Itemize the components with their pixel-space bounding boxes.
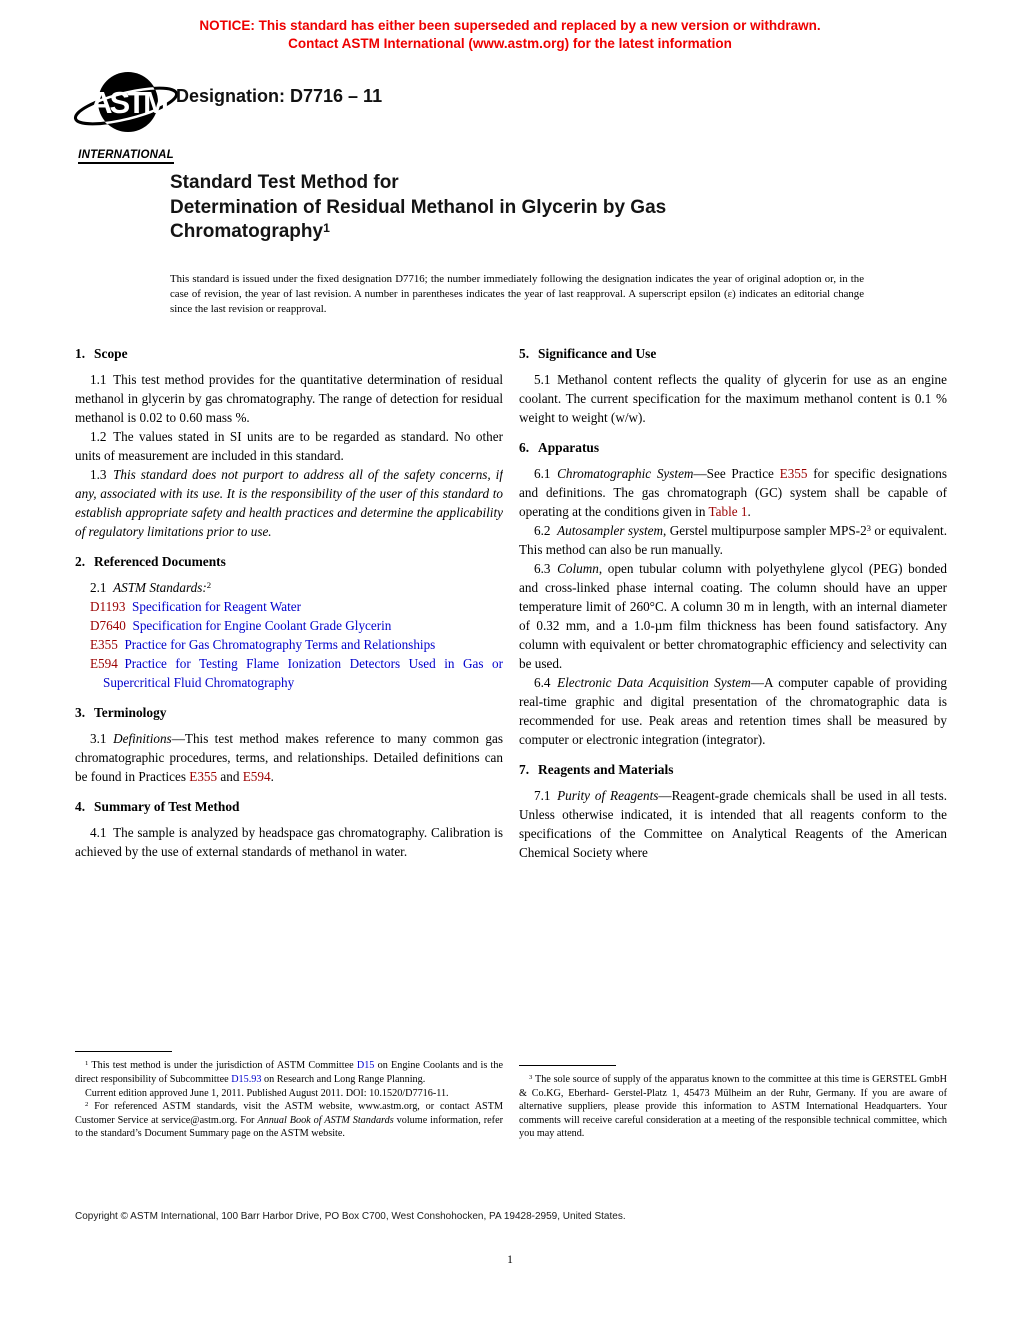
- footnote-separator: [519, 1065, 616, 1066]
- svg-text:ASTM: ASTM: [90, 85, 166, 120]
- body-columns: [75, 344, 947, 1141]
- text-run: 6.1: [534, 466, 558, 481]
- section-title: Significance and Use: [538, 346, 657, 361]
- notice-line-1: NOTICE: This standard has either been superseded and replaced by a new version or withdrawn.: [199, 18, 821, 33]
- ref-link[interactable]: Specification for Reagent Water: [132, 599, 301, 614]
- section-number: 6.: [519, 440, 530, 455]
- paragraph: [75, 578, 503, 597]
- paragraph: [519, 673, 947, 749]
- section-heading: [75, 344, 503, 363]
- text-run: Chromatographic System: [557, 466, 694, 481]
- section-number: 1.: [75, 346, 86, 361]
- paragraph: [519, 464, 947, 521]
- paragraph: [75, 427, 503, 465]
- supersession-notice: [0, 17, 1020, 52]
- section-heading: [75, 797, 503, 816]
- text-run: The sole source of supply of the apparatus known to the committee at this time is GERSTEL GmbH & Co.KG, Eberhard- Gerstel-Platz 1, 45473 Mülheim an der Ruhr, Germany. If you are aware of alternative suppliers, please provide this information to ASTM International Headquarters. Your comments will receive careful consideration at a meeting of the responsible technical committee, which you may attend.: [519, 1074, 947, 1140]
- text-run: ASTM Standards:: [113, 580, 207, 595]
- astm-international-label: INTERNATIONAL: [78, 149, 174, 164]
- notice-line-2: Contact ASTM International (www.astm.org) for the latest information: [288, 35, 732, 51]
- text-run: .: [270, 769, 274, 784]
- text-run: For referenced ASTM standards, visit the ASTM website, www.astm.org, or contact ASTM Customer Service at service@astm.org. For: [75, 1101, 503, 1126]
- text-run: Column: [557, 561, 599, 576]
- text-run: This test method is under the jurisdiction of ASTM Committee: [88, 1060, 357, 1072]
- text-run: Autosampler system: [557, 523, 664, 538]
- right-column: [519, 344, 947, 1141]
- text-run: 5.1 Methanol content reflects the quality of glycerin for use as an engine coolant. The current specification for the maximum methanol content is 0.1 % weight to weight (w/w).: [519, 372, 947, 425]
- text-run: 1: [85, 1060, 89, 1068]
- text-run: for specific designations and definitions. The gas chromatograph (GC) system shall be capable of operating at the conditions given in: [519, 466, 947, 519]
- footnote: [75, 1087, 503, 1101]
- issue-note: This standard is issued under the fixed designation D7716; the number immediately following the designation indicates the year of original adoption or, in the case of revision, the year of last revision. A number in parentheses indicates the year of last reapproval. A superscript epsilon (ε) indicates an editorial change since the last revision or reapproval.: [170, 272, 864, 315]
- copyright-line: Copyright © ASTM International, 100 Barr Harbor Drive, PO Box C700, West Conshohocken, PA 19428-2959, United States.: [75, 1211, 626, 1222]
- text-run: 4.1 The sample is analyzed by headspace gas chromatography. Calibration is achieved by the use of external standards of methanol in water.: [75, 825, 503, 859]
- section-heading: [519, 344, 947, 363]
- section-number: 5.: [519, 346, 530, 361]
- ref-link[interactable]: D15.93: [231, 1074, 262, 1086]
- reference-item: [75, 635, 503, 654]
- section-number: 7.: [519, 762, 530, 777]
- text-run: , open tubular column with polyethylene glycol (PEG) bonded and cross-linked phase internal coating. The column should have an upper temperature limit of 260°C. A column 30 m in length, with an internal diameter of 0.32 mm, and a 1.0-µm film thickness has been found satisfactory. Any column with equivalent or better chromatographic efficiency and selectivity can be used.: [519, 561, 947, 671]
- footnote-separator: [75, 1051, 172, 1052]
- text-run: or equivalent. This method can also be run manually.: [519, 523, 947, 557]
- footnote-block-left: [75, 1059, 503, 1141]
- text-run: 3.1: [90, 731, 114, 746]
- ref-link[interactable]: E355: [779, 466, 808, 481]
- ref-link[interactable]: D7640: [90, 618, 126, 633]
- footnotes-right: [519, 1065, 947, 1141]
- text-run: on Research and Long Range Planning.: [261, 1074, 426, 1086]
- section-heading: [75, 552, 503, 571]
- text-run: —A computer capable of providing real-time graphic and digital presentation of the chromatographic data is recommended for use. Peak areas and retention times shall be measured by computer or electronic integration (integrator).: [519, 675, 947, 747]
- title-line-1: Standard Test Method for: [170, 172, 399, 193]
- text-run: 6.2: [534, 523, 558, 538]
- text-run: —This test method makes reference to many common gas chromatographic procedures, terms, and relationships. Detailed definitions can be found in Practices: [75, 731, 503, 784]
- section-title: Reagents and Materials: [538, 762, 674, 777]
- text-run: 3: [529, 1073, 533, 1081]
- footnotes-left: [75, 1051, 503, 1141]
- paragraph: [75, 465, 503, 541]
- right-column-body: [519, 344, 947, 862]
- paragraph: [519, 370, 947, 427]
- text-run: Electronic Data Acquisition System: [557, 675, 751, 690]
- text-run: —See Practice: [693, 466, 780, 481]
- section-heading: [519, 760, 947, 779]
- text-run: [126, 618, 133, 633]
- page-number: 1: [507, 1254, 513, 1266]
- section-number: 3.: [75, 705, 86, 720]
- paragraph: [519, 521, 947, 559]
- footnote: [519, 1073, 947, 1141]
- reference-item: [75, 654, 503, 692]
- astm-logo: [70, 68, 182, 164]
- section-number: 2.: [75, 554, 86, 569]
- footnote-block-right: [519, 1073, 947, 1141]
- text-run: Annual Book of ASTM Standards: [257, 1114, 394, 1126]
- text-run: 3: [866, 522, 872, 533]
- section-title: Referenced Documents: [94, 554, 226, 569]
- reference-item: [75, 616, 503, 635]
- paragraph: [75, 370, 503, 427]
- paragraph: [75, 729, 503, 786]
- text-run: This standard does not purport to address all of the safety concerns, if any, associated with its use. It is the responsibility of the user of this standard to establish appropriate safety and health practices and determine the applicability of regulatory limitations prior to use.: [75, 467, 503, 539]
- title-line-2: Determination of Residual Methanol in Glycerin by Gas: [170, 196, 667, 218]
- ref-link[interactable]: D1193: [90, 599, 126, 614]
- ref-link[interactable]: E355: [189, 769, 218, 784]
- text-run: Purity of Reagents: [557, 788, 659, 803]
- paragraph: [519, 559, 947, 673]
- section-number: 4.: [75, 799, 86, 814]
- left-column: [75, 344, 503, 1141]
- reference-item: [75, 597, 503, 616]
- text-run: 6.3: [534, 561, 558, 576]
- ref-link[interactable]: E594: [242, 769, 271, 784]
- footnote: [75, 1059, 503, 1086]
- ref-link[interactable]: Specification for Engine Coolant Grade Glycerin: [132, 618, 392, 633]
- section-heading: [75, 703, 503, 722]
- footnote: [75, 1100, 503, 1141]
- text-run: Current edition approved June 1, 2011. Published August 2011. DOI: 10.1520/D7716-11.: [85, 1087, 449, 1099]
- paragraph: [519, 786, 947, 862]
- text-run: 6.4: [534, 675, 558, 690]
- text-run: 7.1: [534, 788, 558, 803]
- left-column-body: [75, 344, 503, 861]
- paragraph: [75, 823, 503, 861]
- text-run: .: [747, 504, 751, 519]
- ref-link[interactable]: D15: [356, 1060, 375, 1072]
- section-title: Apparatus: [538, 440, 600, 455]
- ref-link[interactable]: Table 1: [708, 504, 748, 519]
- section-heading: [519, 438, 947, 457]
- text-run: 2: [85, 1100, 89, 1108]
- text-run: —Reagent-grade chemicals shall be used in all tests. Unless otherwise indicated, it is intended that all reagents conform to the specifications of the Committee on Analytical Reagents of the American Chemical Society where: [519, 788, 947, 860]
- text-run: and: [217, 769, 243, 784]
- text-run: 2.1: [90, 580, 114, 595]
- section-title: Scope: [94, 346, 128, 361]
- text-run: , Gerstel multipurpose sampler MPS-2: [663, 523, 867, 538]
- ref-link[interactable]: Practice for Testing Flame Ionization Detectors Used in Gas or Supercritical Fluid Chromatography: [103, 656, 503, 690]
- title-footnote-marker: 1: [323, 220, 330, 235]
- section-title: Summary of Test Method: [94, 799, 240, 814]
- text-run: 1.1 This test method provides for the quantitative determination of residual methanol in glycerin by gas chromatography. The range of detection for residual methanol is 0.02 to 0.60 mass %.: [75, 372, 503, 425]
- text-run: 2: [206, 579, 212, 590]
- text-run: 1.3: [90, 467, 114, 482]
- text-run: on Engine Coolants and is the direct responsibility of Subcommittee: [75, 1060, 503, 1086]
- text-run: 1.2 The values stated in SI units are to be regarded as standard. No other units of measurement are included in this standard.: [75, 429, 503, 463]
- ref-link[interactable]: E594: [90, 656, 118, 671]
- title-line-3: Chromatography$^1$: [170, 220, 330, 242]
- ref-link[interactable]: E355: [90, 637, 118, 652]
- document-title: [170, 171, 666, 246]
- text-run: Definitions: [113, 731, 172, 746]
- ref-link[interactable]: Practice for Gas Chromatography Terms and Relationships: [124, 637, 436, 652]
- astm-globe-icon: [72, 68, 180, 140]
- designation: Designation: D7716 – 11: [176, 86, 383, 106]
- section-title: Terminology: [94, 705, 167, 720]
- text-run: volume information, refer to the standard’s Document Summary page on the ASTM website.: [75, 1114, 503, 1140]
